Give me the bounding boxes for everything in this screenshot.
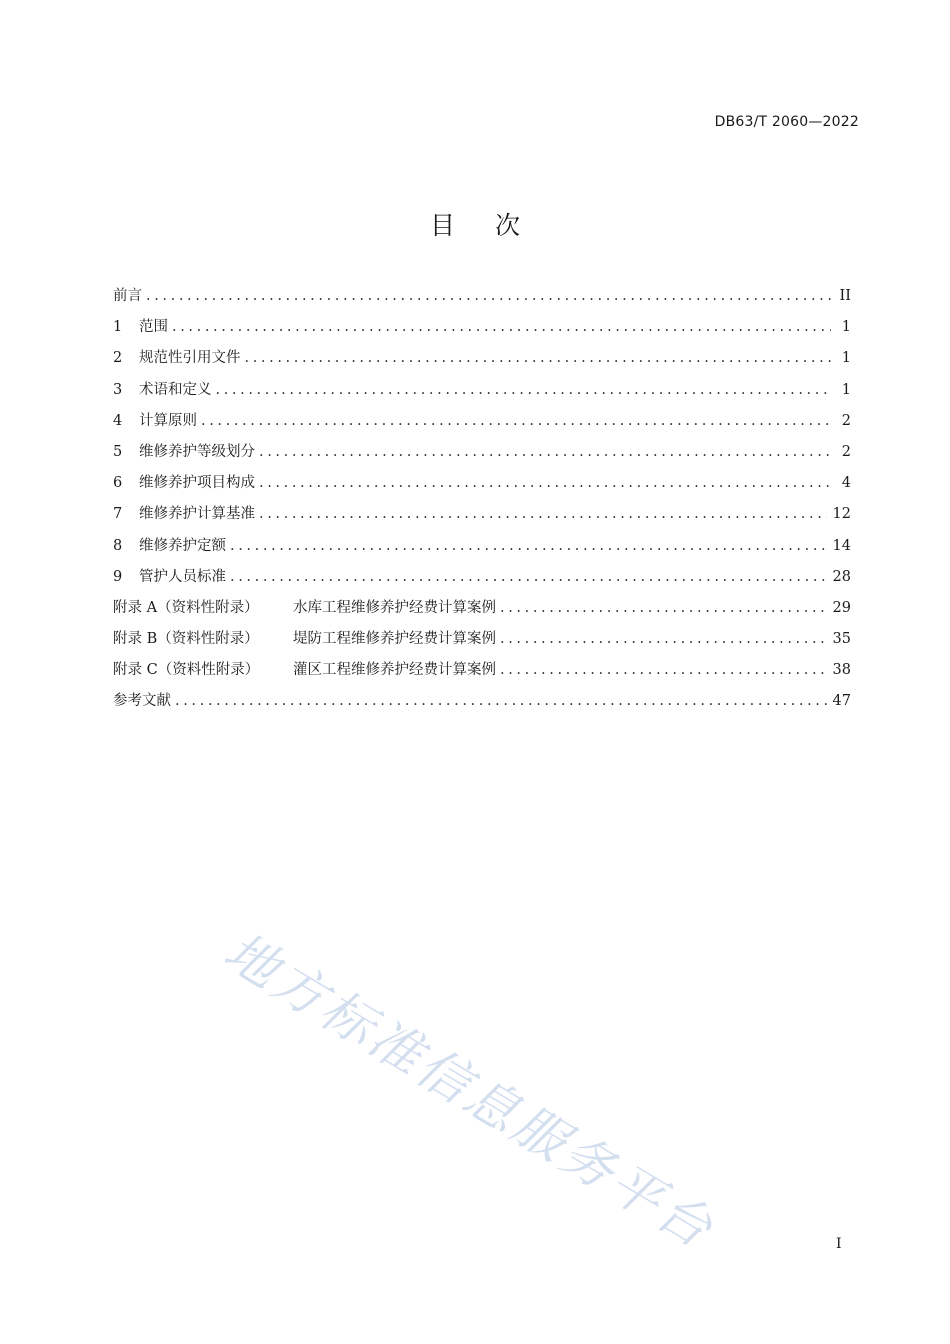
toc-leader-dots <box>259 506 827 522</box>
toc-entry[interactable] <box>113 440 851 471</box>
toc-entry-title: 管护人员标准 <box>139 568 226 585</box>
toc-leader-dots <box>172 319 831 335</box>
toc-entry-number: 1 <box>113 319 123 336</box>
toc-entry[interactable] <box>113 409 851 440</box>
toc-entry-title: 水库工程维修养护经费计算案例 <box>293 599 496 616</box>
toc-entry-page: 12 <box>832 506 851 523</box>
toc-entry-page: 29 <box>832 599 851 616</box>
toc-leader-dots <box>500 600 827 616</box>
watermark: 地方标准信息服务平台 <box>213 921 725 1262</box>
toc-leader-dots <box>230 569 827 585</box>
toc-entry-page: 35 <box>832 631 851 648</box>
toc-entry-page: 4 <box>841 475 851 492</box>
toc-entry-number: 4 <box>113 412 123 429</box>
toc-leader-dots <box>230 538 827 554</box>
toc-entry-page: 1 <box>841 350 851 367</box>
toc-entry-number: 9 <box>113 568 123 585</box>
toc-entry-title: 堤防工程维修养护经费计算案例 <box>293 631 496 648</box>
toc-entry[interactable] <box>113 534 851 565</box>
toc-entry-title: 参考文献 <box>113 693 171 710</box>
toc-entry-title: 维修养护项目构成 <box>139 475 255 492</box>
toc-entry[interactable] <box>113 471 851 502</box>
toc-entry-appendix-b[interactable] <box>113 627 851 658</box>
toc-entry-title: 术语和定义 <box>139 381 212 398</box>
toc-entry[interactable] <box>113 502 851 533</box>
toc-entry-number: 5 <box>113 443 123 460</box>
toc-entry-number: 7 <box>113 506 123 523</box>
toc-leader-dots <box>245 350 832 366</box>
toc-entry[interactable] <box>113 315 851 346</box>
toc-entry-appendix-c[interactable] <box>113 658 851 689</box>
page-number: I <box>836 1236 842 1252</box>
toc-leader-dots <box>175 693 827 709</box>
toc-entry-title: 维修养护定额 <box>139 537 226 554</box>
document-code: DB63/T 2060—2022 <box>714 114 859 130</box>
toc-entry-page: 28 <box>832 568 851 585</box>
toc-entry-title: 维修养护等级划分 <box>139 443 255 460</box>
toc-entry-title: 前言 <box>113 288 142 304</box>
toc-entry[interactable] <box>113 689 851 720</box>
toc-leader-dots <box>500 662 827 678</box>
toc-leader-dots <box>259 475 831 491</box>
toc-entry-page: 1 <box>841 381 851 398</box>
toc-entry-page: 2 <box>841 443 851 460</box>
toc-leader-dots <box>146 288 831 304</box>
toc-entry-appendix-a[interactable] <box>113 596 851 627</box>
toc-leader-dots <box>201 413 831 429</box>
toc-entry-number: 8 <box>113 537 123 554</box>
toc-entry-page: 38 <box>832 662 851 679</box>
table-of-contents <box>113 284 851 721</box>
toc-entry-number: 2 <box>113 350 123 367</box>
toc-entry-appendix: 附录 B（资料性附录） <box>113 631 259 648</box>
toc-entry[interactable] <box>113 378 851 409</box>
toc-entry-number: 6 <box>113 475 123 492</box>
toc-leader-dots <box>500 631 827 647</box>
toc-entry[interactable] <box>113 346 851 377</box>
toc-entry-page: 47 <box>832 693 851 710</box>
toc-entry-appendix: 附录 C（资料性附录） <box>113 662 260 679</box>
toc-leader-dots <box>216 382 832 398</box>
toc-entry[interactable] <box>113 284 851 315</box>
toc-entry-page: 2 <box>841 412 851 429</box>
toc-entry-title: 规范性引用文件 <box>139 350 241 367</box>
toc-entry-title: 计算原则 <box>139 412 197 429</box>
toc-entry-title: 范围 <box>139 319 168 336</box>
toc-entry-page: 1 <box>841 319 851 336</box>
toc-entry-title: 维修养护计算基准 <box>139 506 255 523</box>
toc-entry[interactable] <box>113 565 851 596</box>
toc-entry-page: 14 <box>832 537 851 554</box>
toc-entry-page: II <box>839 288 851 304</box>
toc-entry-number: 3 <box>113 381 123 398</box>
toc-entry-appendix: 附录 A（资料性附录） <box>113 599 259 616</box>
toc-leader-dots <box>259 444 831 460</box>
toc-entry-title: 灌区工程维修养护经费计算案例 <box>293 662 496 679</box>
page-title: 目次 <box>429 211 560 240</box>
